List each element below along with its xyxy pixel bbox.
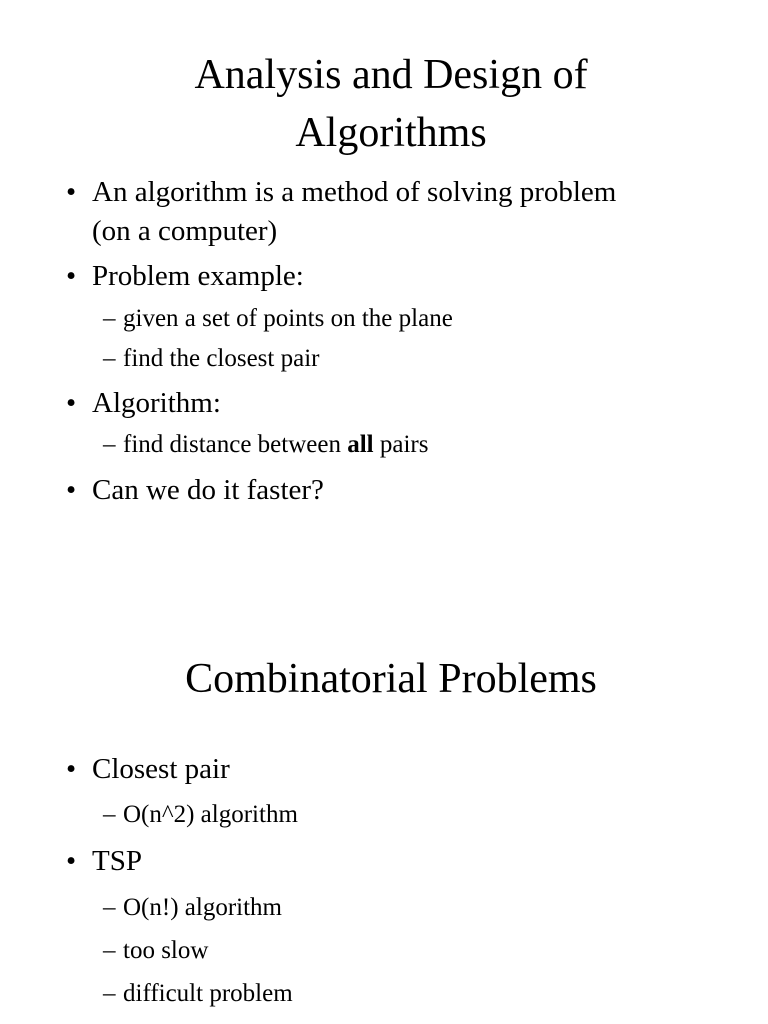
slide-title: Combinatorial Problems xyxy=(185,656,597,702)
dash-icon: – xyxy=(103,937,116,964)
bullet-text: Problem example: xyxy=(92,260,304,292)
title-line-2: Algorithms xyxy=(295,110,487,156)
dash-icon: – xyxy=(103,894,116,921)
bullet-text: TSP xyxy=(92,845,142,877)
sub-bullet-text: find distance between all pairs xyxy=(123,431,429,458)
bullet-text: An algorithm is a method of solving problem (on a computer) xyxy=(92,176,617,247)
sub-bullet-text: find the closest pair xyxy=(123,345,320,372)
bullet-icon: • xyxy=(66,387,77,419)
dash-icon: – xyxy=(103,431,116,458)
bullet-text: Algorithm: xyxy=(92,387,221,419)
title-line-1: Analysis and Design of xyxy=(194,52,588,98)
sub-bullet-text: difficult problem xyxy=(123,980,293,1007)
bullet-text: Closest pair xyxy=(92,753,230,785)
bullet-icon: • xyxy=(66,176,77,208)
slide-combinatorial-problems xyxy=(0,640,768,1024)
sub-bullet-text: O(n!) algorithm xyxy=(123,894,282,921)
bullet-icon: • xyxy=(66,260,77,292)
slide-title xyxy=(0,46,768,162)
bullet-text: Can we do it faster? xyxy=(92,474,324,506)
dash-icon: – xyxy=(103,980,116,1007)
dash-icon: – xyxy=(103,305,116,332)
sub-bullet-text: O(n^2) algorithm xyxy=(123,801,298,828)
sub-bullet-text: too slow xyxy=(123,937,209,964)
emphasis-all: all xyxy=(347,431,374,458)
dash-icon: – xyxy=(103,801,116,828)
dash-icon: – xyxy=(103,345,116,372)
bullet-icon: • xyxy=(66,753,77,785)
sub-bullet-text: given a set of points on the plane xyxy=(123,305,453,332)
bullet-icon: • xyxy=(66,474,77,506)
bullet-icon: • xyxy=(66,845,77,877)
